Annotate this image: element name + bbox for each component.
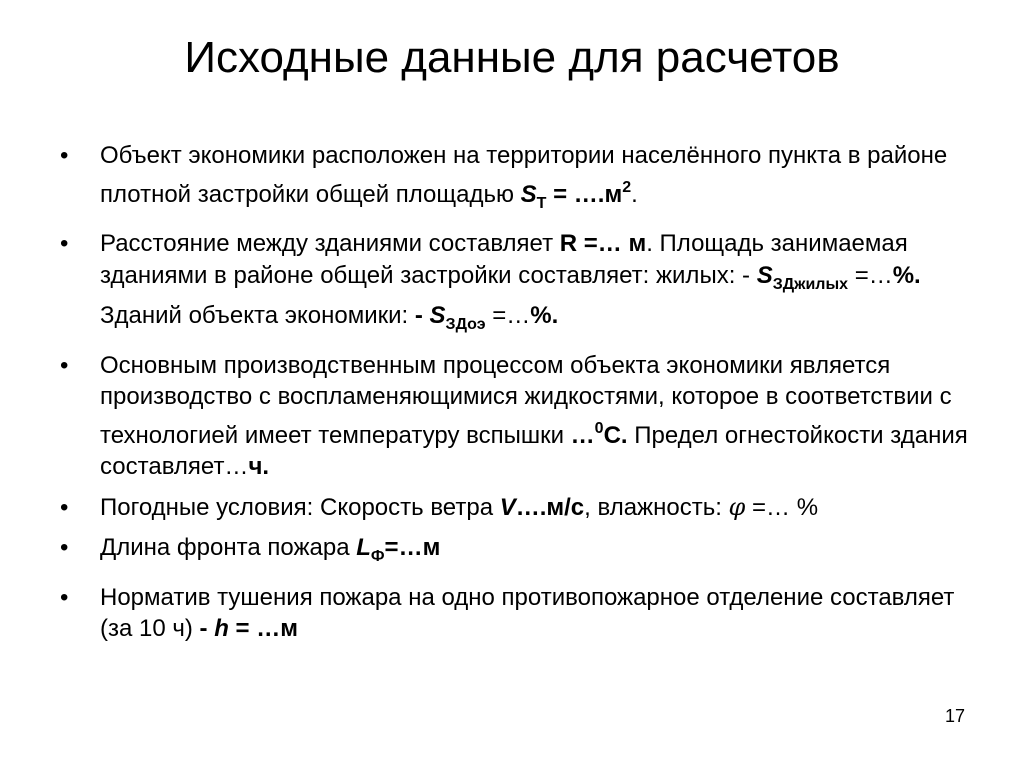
celsius-unit: С. — [603, 421, 628, 449]
norm-value: = …м — [228, 615, 298, 642]
bullet-text: . Площадь занимаемая зданиями в районе общей застройки составляет: жилых: - — [100, 230, 908, 289]
page-number: 17 — [944, 706, 965, 726]
bullet-text: , влажность: — [584, 493, 729, 521]
bullet-text: Длина фронта пожара — [100, 534, 357, 561]
residential-area-subscript: ЗДжилых — [772, 275, 849, 293]
residential-area-variable: S — [756, 261, 773, 289]
bullet-icon: • — [60, 493, 69, 521]
wind-speed-variable: V — [499, 493, 516, 521]
bullet-text: Основным производственным процессом объекта экономики является производство с воспламеняющимися жидкостями, которое в соответствии с технологией имеет температуру вспышки — [100, 351, 952, 449]
object-area-value: =… — [485, 302, 531, 329]
humidity-symbol: φ — [728, 492, 746, 521]
fire-front-subscript: Ф — [370, 548, 385, 565]
object-percent: %. — [530, 302, 559, 329]
bullet-text: Погодные условия: Скорость ветра — [100, 493, 500, 521]
norm-dash: - — [199, 615, 215, 642]
bullet-item-norm — [60, 582, 980, 645]
bullet-icon: • — [60, 534, 69, 561]
norm-variable: h — [214, 615, 229, 642]
bullet-text-end: . — [631, 180, 638, 208]
bullet-text: Расстояние между зданиями составляет — [100, 230, 560, 257]
slide-title: Исходные данные для расчетов — [184, 33, 840, 82]
residential-area-value: =… — [848, 261, 893, 289]
object-area-subscript: ЗДоэ — [445, 316, 486, 333]
bullet-text: Предел огнестойкости здания составляет… — [100, 421, 968, 480]
wind-speed-value: ….м/с — [515, 493, 585, 521]
area-subscript: Т — [536, 194, 547, 212]
object-area-variable: S — [429, 302, 446, 329]
degree-superscript: 0 — [594, 419, 604, 437]
bullet-list — [60, 140, 980, 654]
object-area-dash: - — [414, 302, 430, 329]
bullet-text: Объект экономики расположен на территории населённого пункта в районе плотной застройки общей площадью — [100, 142, 948, 208]
area-variable: S — [520, 180, 537, 208]
fire-front-value: =…м — [384, 534, 441, 561]
bullet-item-fire-front — [60, 532, 980, 573]
bullet-item-distance — [60, 228, 980, 341]
bullet-icon: • — [60, 142, 69, 169]
bullet-text: Зданий объекта экономики: — [100, 302, 415, 329]
bullet-icon: • — [60, 583, 69, 611]
residential-percent: %. — [892, 261, 921, 289]
flash-temp-value: … — [570, 421, 595, 449]
distance-value: R =… м — [559, 230, 647, 257]
bullet-text: Норматив тушения пожара на одно противопожарное отделение составляет (за 10 ч) — [100, 583, 955, 642]
fire-front-variable: L — [356, 534, 371, 561]
area-value: = ….м — [546, 180, 623, 208]
bullet-item-process — [60, 350, 980, 483]
humidity-value: =… % — [745, 493, 819, 521]
bullet-icon: • — [60, 230, 69, 257]
bullet-icon: • — [60, 351, 69, 379]
bullet-item-area — [60, 140, 980, 219]
area-unit-superscript: 2 — [622, 178, 632, 196]
fire-resistance-unit: ч. — [248, 453, 270, 480]
bullet-item-weather — [60, 492, 980, 524]
